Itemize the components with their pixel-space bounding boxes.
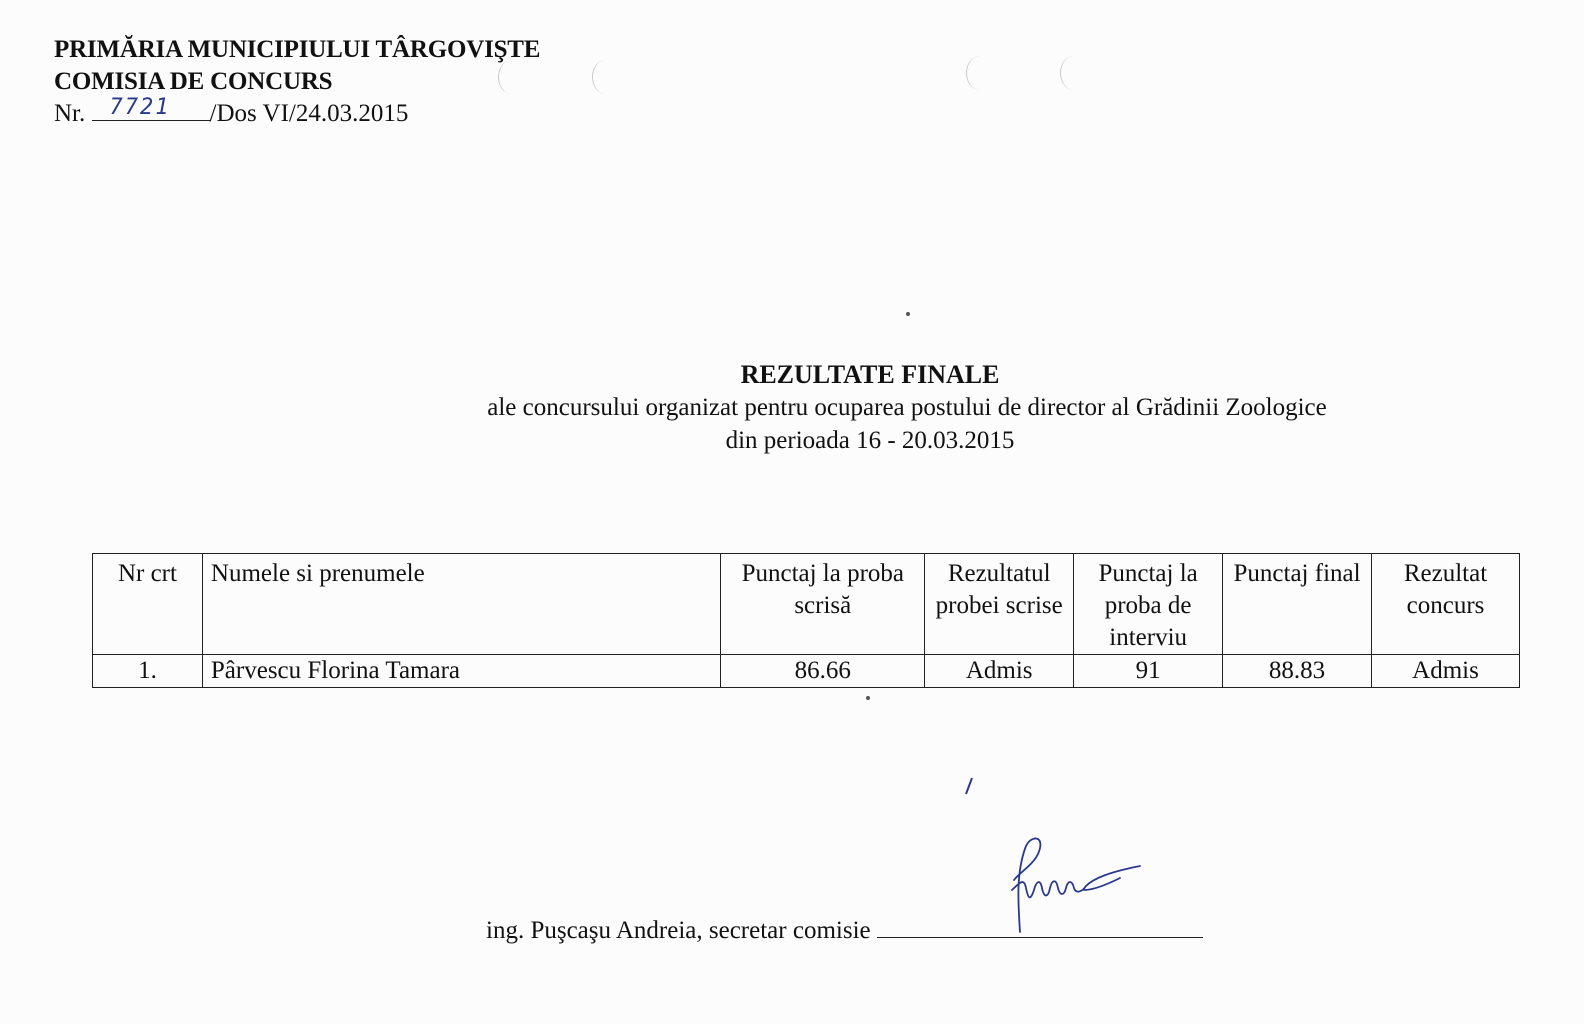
column-header-final-score: Punctaj final — [1223, 554, 1372, 655]
cell-final-result: Admis — [1372, 655, 1520, 688]
binder-hole-mark — [966, 56, 993, 90]
column-header-name: Numele si prenumele — [202, 554, 720, 655]
document-header — [54, 34, 540, 130]
binder-hole-mark — [592, 60, 619, 94]
cell-interview-score: 91 — [1074, 655, 1223, 688]
column-header-final-result: Rezultat concurs — [1372, 554, 1520, 655]
document-subtitle: ale concursului organizat pentru ocuparea postului de director al Grădinii Zoologice — [487, 394, 1327, 421]
cell-nr: 1. — [93, 655, 203, 688]
nr-blank-line — [92, 95, 210, 121]
cell-name: Pârvescu Florina Tamara — [202, 655, 720, 688]
column-header-nr: Nr crt — [93, 554, 203, 655]
column-header-written-result: Rezultatul probei scrise — [925, 554, 1074, 655]
cell-written-result: Admis — [925, 655, 1074, 688]
table-header-row — [93, 554, 1520, 655]
title-block — [0, 358, 1584, 458]
nr-prefix: Nr. — [54, 100, 86, 127]
binder-hole-mark — [1060, 56, 1087, 90]
signature-block — [486, 915, 1203, 945]
table-row — [93, 655, 1520, 688]
cell-final-score: 88.83 — [1223, 655, 1372, 688]
document-title: REZULTATE FINALE — [740, 360, 1000, 389]
nr-handwritten-value: 7721 — [109, 95, 171, 120]
institution-name: PRIMĂRIA MUNICIPIULUI TÂRGOVIŞTE — [54, 36, 541, 63]
cell-written-score: 86.66 — [721, 655, 925, 688]
document-period: din perioada 16 - 20.03.2015 — [725, 427, 1015, 454]
column-header-written-score: Punctaj la proba scrisă — [721, 554, 925, 655]
pen-tick-mark — [962, 776, 976, 796]
scan-speck — [866, 696, 870, 700]
registration-number — [54, 95, 540, 130]
column-header-interview-score: Punctaj la proba de interviu — [1074, 554, 1223, 655]
scan-speck — [906, 312, 910, 316]
results-table — [92, 553, 1520, 688]
signature-blank-line — [877, 915, 1203, 938]
signatory-label: ing. Puşcaşu Andreia, secretar comisie — [486, 917, 871, 944]
commission-name: COMISIA DE CONCURS — [54, 68, 333, 95]
nr-suffix: /Dos VI/24.03.2015 — [209, 100, 409, 127]
